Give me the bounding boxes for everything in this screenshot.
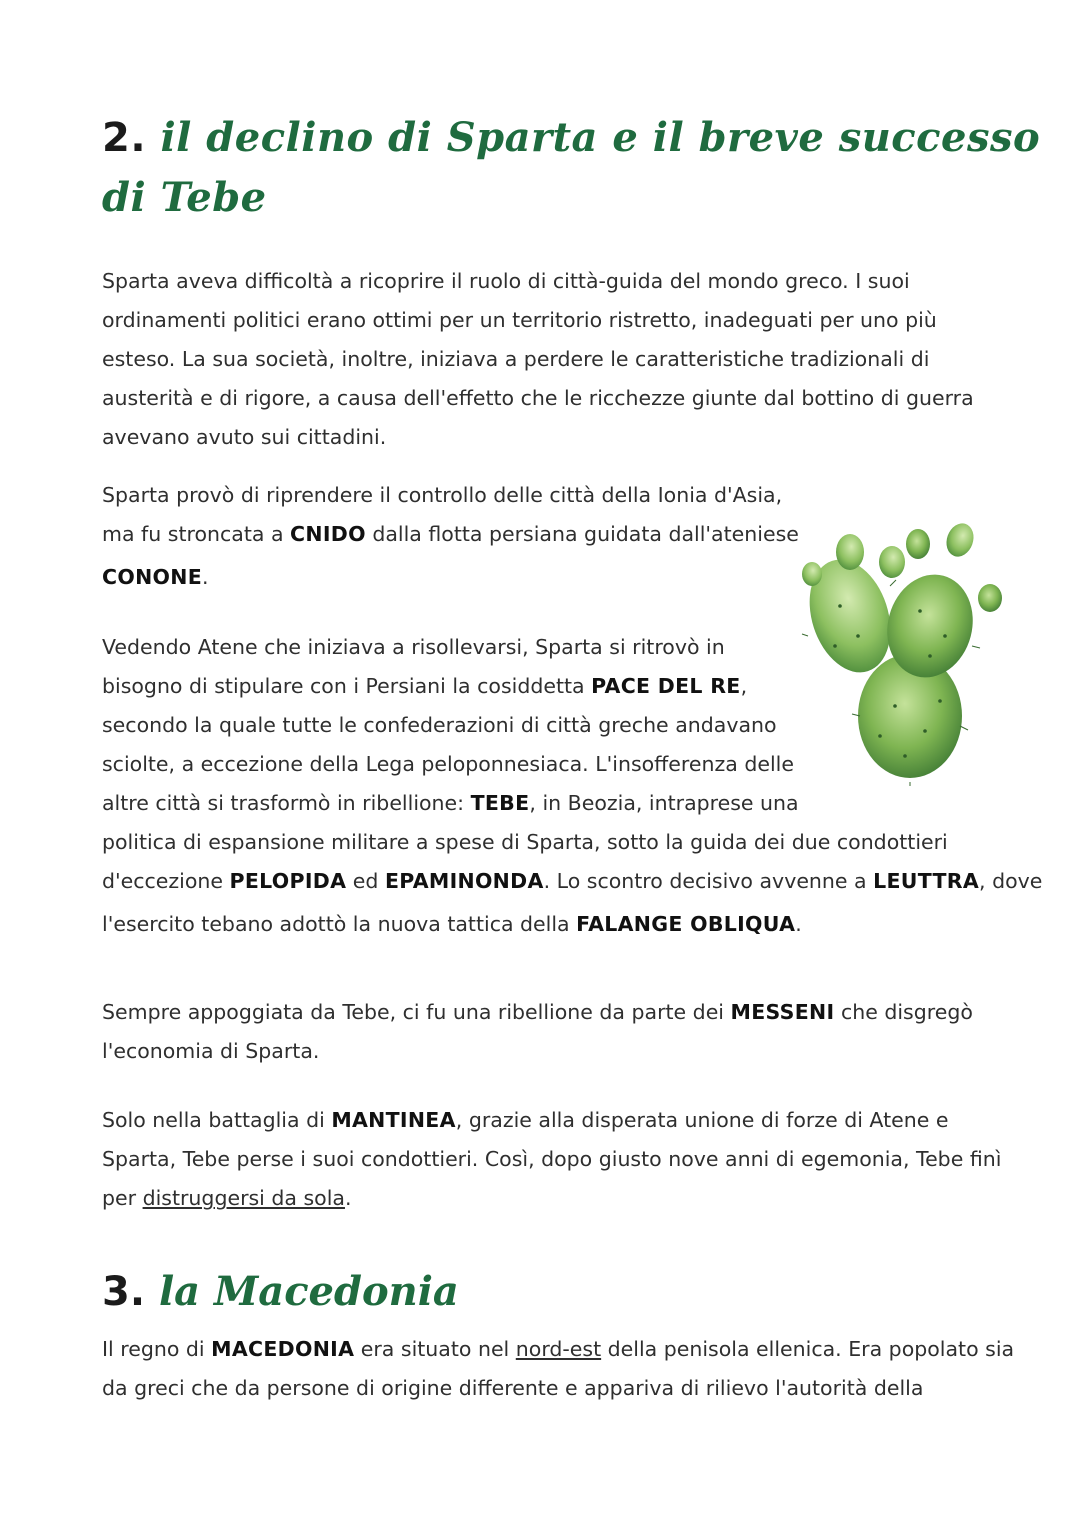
text-line	[102, 993, 973, 1032]
paragraph-macedonia	[102, 1330, 1014, 1408]
paragraph-ionia	[102, 476, 799, 600]
text-line: sciolte, a eccezione della Lega peloponnesiaca. L'insofferenza delle	[102, 752, 794, 776]
underlined-distruggersi-da-sola: distruggersi da sola	[142, 1186, 345, 1210]
text-span: Solo nella battaglia di	[102, 1108, 332, 1132]
text-span: .	[202, 565, 209, 589]
text-span: , dove	[979, 869, 1043, 893]
text-line: da greci che da persone di origine differente e appariva di rilievo l'autorità della	[102, 1376, 924, 1400]
text-line	[102, 862, 1042, 901]
keyword-mantinea: MANTINEA	[331, 1108, 456, 1132]
keyword-pelopida: PELOPIDA	[229, 869, 347, 893]
text-span: dalla flotta persiana guidata dall'ateniese	[365, 522, 799, 546]
section-3-heading	[102, 1262, 459, 1322]
text-span: era situato nel	[354, 1337, 516, 1361]
keyword-cnido: CNIDO	[290, 522, 366, 546]
keyword-falange-obliqua: FALANGE OBLIQUA	[576, 912, 796, 936]
paragraph-sparta-difficulties	[102, 262, 974, 457]
keyword-conone: CONONE	[102, 565, 203, 589]
text-span: per	[102, 1186, 143, 1210]
keyword-pace-del-re: PACE DEL RE	[591, 674, 741, 698]
text-line	[102, 1179, 1001, 1218]
text-span: .	[795, 912, 802, 936]
keyword-macedonia: MACEDONIA	[211, 1337, 355, 1361]
keyword-leuttra: LEUTTRA	[873, 869, 980, 893]
text-span: , in Beozia, intraprese una	[529, 791, 799, 815]
text-span: che disgregò	[834, 1000, 973, 1024]
text-line: l'economia di Sparta.	[102, 1039, 320, 1063]
text-line	[102, 901, 1042, 947]
section-2-heading-line-1	[102, 108, 1040, 168]
keyword-tebe: TEBE	[470, 791, 530, 815]
text-span: , grazie alla disperata unione di forze di Atene e	[455, 1108, 949, 1132]
text-line: Sparta aveva difficoltà a ricoprire il ruolo di città-guida del mondo greco. I suoi	[102, 269, 910, 293]
text-line: Vedendo Atene che iniziava a risollevarsi, Sparta si ritrovò in	[102, 635, 725, 659]
section-3-number: 3.	[102, 1269, 146, 1315]
text-span: Sempre appoggiata da Tebe, ci fu una ribellione da parte dei	[102, 1000, 731, 1024]
text-span: d'eccezione	[102, 869, 230, 893]
section-3-title: la Macedonia	[158, 1268, 459, 1315]
text-line: austerità e di rigore, a causa dell'effetto che le ricchezze giunte dal bottino di guerra	[102, 386, 974, 410]
text-span: altre città si trasformò in ribellione:	[102, 791, 471, 815]
text-line	[102, 554, 799, 600]
text-span: .	[344, 1186, 352, 1210]
text-line: avevano avuto sui cittadini.	[102, 425, 387, 449]
section-2-title-line-2: di Tebe	[102, 174, 267, 221]
section-2-number: 2.	[102, 115, 147, 161]
text-line	[102, 1330, 1014, 1369]
section-2-title-line-1: il declino di Sparta e il breve successo	[160, 114, 1041, 161]
text-span: ed	[346, 869, 385, 893]
text-line: Sparta, Tebe perse i suoi condottieri. Così, dopo giusto nove anni di egemonia, Tebe finì	[102, 1147, 1002, 1171]
text-line: politica di espansione militare a spese di Sparta, sotto la guida dei due condottieri	[102, 830, 948, 854]
text-line: secondo la quale tutte le confederazioni di città greche andavano	[102, 713, 777, 737]
text-line: esteso. La sua società, inoltre, iniziava a perdere le caratteristiche tradizionali di	[102, 347, 930, 371]
text-line: Sparta provò di riprendere il controllo delle città della Ionia d'Asia,	[102, 483, 783, 507]
text-line: ordinamenti politici erano ottimi per un territorio ristretto, inadeguati per uno più	[102, 308, 937, 332]
section-2-heading	[102, 108, 1040, 228]
text-span: Il regno di	[102, 1337, 212, 1361]
text-line	[102, 515, 799, 554]
text-span: ,	[740, 674, 748, 698]
cactus-illustration	[800, 516, 1010, 786]
keyword-epaminonda: EPAMINONDA	[384, 869, 544, 893]
text-span: l'esercito tebano adottò la nuova tattica della	[102, 912, 577, 936]
text-span: ma fu stroncata a	[102, 522, 291, 546]
text-line	[102, 1101, 1001, 1140]
paragraph-messeni	[102, 993, 973, 1071]
paragraph-mantinea	[102, 1101, 1001, 1218]
text-span: bisogno di stipulare con i Persiani la cosiddetta	[102, 674, 592, 698]
text-span: . Lo scontro decisivo avvenne a	[543, 869, 874, 893]
text-line	[102, 784, 1042, 823]
text-span: della penisola ellenica. Era popolato sia	[601, 1337, 1015, 1361]
underlined-nord-est: nord-est	[515, 1337, 602, 1361]
keyword-messeni: MESSENI	[730, 1000, 835, 1024]
